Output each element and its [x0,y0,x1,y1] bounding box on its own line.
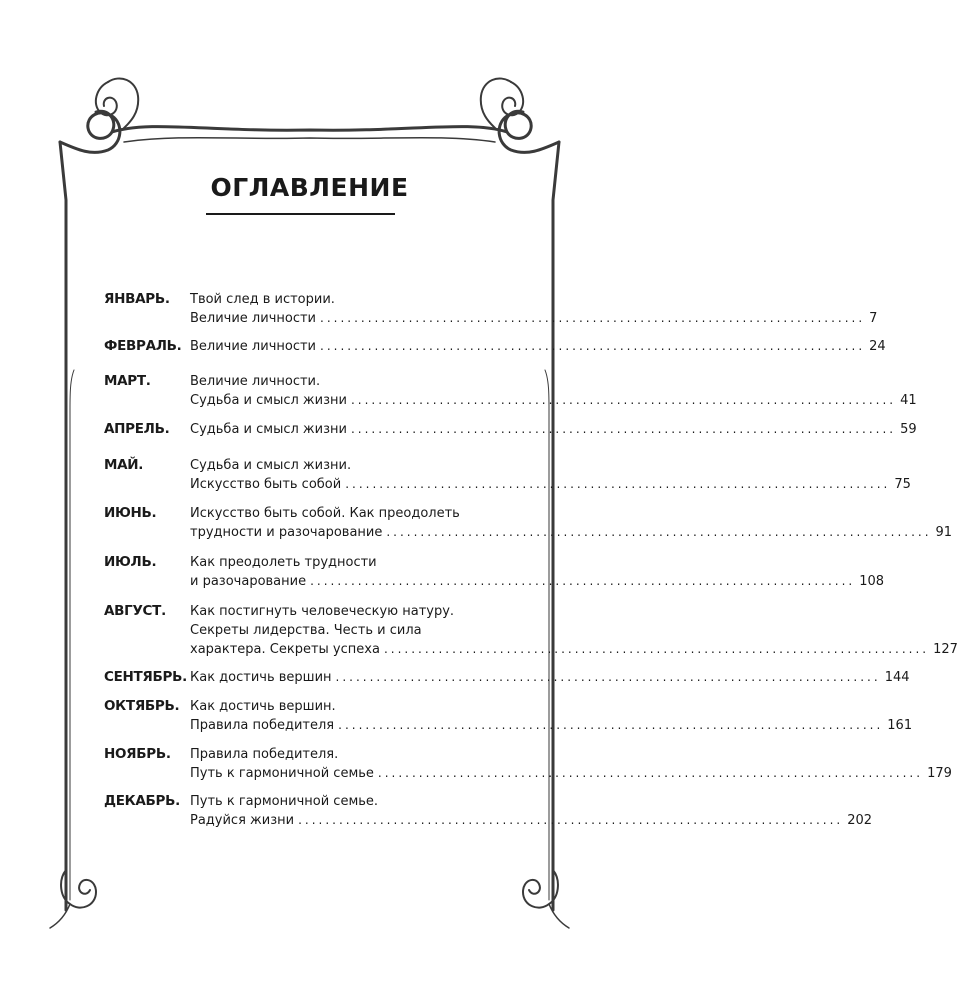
page-number: 179 [927,766,952,781]
toc-line: Правила победителя. [190,747,339,762]
dot-leader: ................................................................................ [386,525,932,539]
toc-entry[interactable] [104,290,878,328]
toc-month: АВГУСТ. [104,603,166,619]
toc-month: ДЕКАБРЬ. [104,793,180,809]
toc-entry[interactable] [104,337,886,356]
toc-month: МАЙ. [104,457,144,473]
page-number: 24 [869,339,886,354]
toc-month: АПРЕЛЬ. [104,421,170,437]
toc-entry[interactable] [104,553,885,591]
toc-month: ФЕВРАЛЬ. [104,338,182,354]
toc-month: ИЮНЬ. [104,505,157,521]
toc-entry[interactable] [104,792,873,830]
dot-leader: ................................................................................ [298,813,844,827]
page-number: 161 [887,718,913,733]
toc-month: СЕНТЯБРЬ. [104,669,187,685]
toc-description [190,602,958,659]
toc-description [190,290,878,328]
toc-leader-line [190,309,878,328]
toc-line: Искусство быть собой. Как преодолеть [190,506,460,521]
toc-month: ЯНВАРЬ. [104,291,170,307]
toc-entry[interactable] [104,602,958,659]
page-number: 59 [900,422,917,437]
toc-entry[interactable] [104,697,913,735]
toc-leader-line [190,420,917,439]
dot-leader: ................................................................................ [345,477,891,491]
toc-line: Твой след в истории. [190,292,335,307]
top-banner-curve [112,127,507,132]
toc-line: Как преодолеть трудности [190,555,377,570]
toc-line: Судьба и смысл жизни [190,422,347,437]
page-number: 144 [884,670,910,685]
dot-leader: ................................................................................ [310,574,856,588]
page-title: ОГЛАВЛЕНИЕ [210,173,409,202]
toc-line: Путь к гармоничной семье [190,766,374,781]
toc-leader-line [190,523,953,542]
toc-leader-line [190,716,913,735]
toc-description [190,553,885,591]
toc-line: и разочарование [190,574,307,589]
toc-leader-line [190,337,886,356]
toc-line: Судьба и смысл жизни [190,393,347,408]
toc-line: Как достичь вершин. [190,699,336,714]
dot-leader: ................................................................................ [320,339,866,353]
dot-leader: ................................................................................ [350,422,897,436]
dot-leader: ................................................................................ [320,311,866,325]
toc-leader-line [190,764,952,783]
left-border [60,142,66,910]
toc-leader-line [190,475,911,494]
toc-leader-line [190,391,917,410]
toc-month: МАРТ. [104,373,151,389]
toc-leader-line [190,640,958,659]
toc-leader-line [190,572,885,591]
toc-leader-line [190,668,910,687]
toc-description [190,504,953,542]
toc-line: трудности и разочарование [190,525,383,540]
dot-leader: ................................................................................ [377,766,924,780]
toc-line: Величие личности [190,311,316,326]
right-scroll-curl [502,82,523,115]
toc-line: Величие личности [190,339,316,354]
toc-line: Путь к гармоничной семье. [190,794,379,809]
toc-line: характера. Секреты успеха [190,642,380,657]
toc-leader-line [190,811,873,830]
page-number: 75 [894,477,911,492]
page-number: 127 [933,642,958,657]
toc-line: Искусство быть собой [190,477,342,492]
page-number: 202 [847,813,873,828]
toc-entry[interactable] [104,456,911,494]
dot-leader: ................................................................................ [338,718,884,732]
toc-description [190,697,913,735]
title-underline [206,213,395,215]
page-number: 91 [935,525,953,540]
page-number: 7 [869,311,878,326]
toc-line: Радуйся жизни [190,813,295,828]
toc-entry[interactable] [104,420,917,439]
toc-description [190,745,952,783]
toc-line: Секреты лидерства. Честь и сила [190,623,422,638]
dot-leader: ................................................................................ [335,670,881,684]
toc-entry[interactable] [104,504,953,542]
toc-line: Судьба и смысл жизни. [190,458,352,473]
left-scroll-curl [96,82,117,115]
toc-description [190,668,910,687]
toc-line: Как достичь вершин [190,670,332,685]
toc-month: ОКТЯБРЬ. [104,698,180,714]
toc-line: Как постигнуть человеческую натуру. [190,604,455,619]
toc-description [190,420,917,439]
toc-entry[interactable] [104,745,952,783]
toc-month: НОЯБРЬ. [104,746,171,762]
page-number: 108 [859,574,885,589]
toc-entry[interactable] [104,372,917,410]
toc-description [190,337,886,356]
toc-line: Величие личности. [190,374,321,389]
toc-description [190,372,917,410]
toc-line: Правила победителя [190,718,335,733]
table-of-contents [104,290,958,830]
toc-entry[interactable] [104,668,910,687]
dot-leader: ................................................................................ [383,642,930,656]
toc-description [190,792,873,830]
toc-month: ИЮЛЬ. [104,554,157,570]
dot-leader: ................................................................................ [350,393,897,407]
page-number: 41 [900,393,917,408]
toc-description [190,456,911,494]
